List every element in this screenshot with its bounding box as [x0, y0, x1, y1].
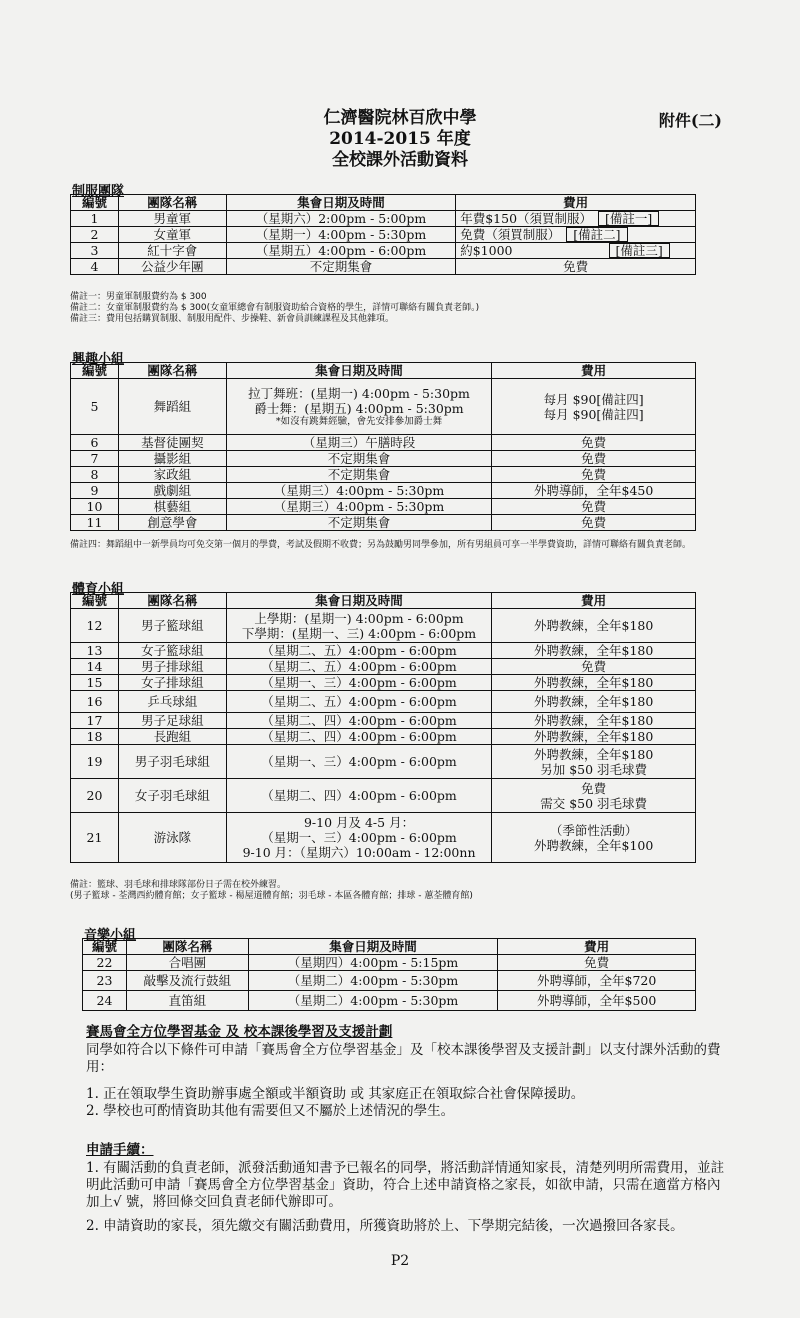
table-row [71, 713, 696, 729]
table-header-row [71, 593, 696, 609]
cell-fee: 外聘教練，全年$180 [492, 729, 696, 745]
fee-line: （季節性活動） [549, 822, 638, 838]
cell-name: 男子羽毛球組 [118, 745, 226, 779]
cell-no: 18 [71, 729, 119, 745]
cell-no: 17 [71, 713, 119, 729]
cell-name: 男子排球組 [118, 659, 226, 675]
note-mark: [備註二] [566, 227, 627, 242]
cell-no: 7 [71, 451, 119, 467]
cell-name: 創意學會 [118, 515, 226, 531]
col-no: 編號 [71, 363, 119, 379]
table-row [71, 243, 696, 259]
col-no: 編號 [83, 939, 127, 955]
sports-table [70, 592, 696, 863]
cell-no: 22 [83, 955, 127, 971]
note-line: 備註二：女童軍制服費約為 $ 300(女童軍總會有制服資助給合資格的學生，詳情可聯絡有關負責老師。) [70, 303, 480, 313]
cell-name: 合唱團 [126, 955, 248, 971]
fund-title: 賽馬會全方位學習基金 及 校本課後學習及支援計劃 [86, 1024, 393, 1040]
table-row [71, 659, 696, 675]
cell-time: （星期五）4:00pm - 6:00pm [226, 243, 456, 259]
cell-time: （星期一）4:00pm - 5:30pm [226, 227, 456, 243]
cell-no: 9 [71, 483, 119, 499]
cell-fee: 外聘導師，全年$720 [498, 971, 696, 991]
cell-name: 男童軍 [118, 211, 226, 227]
col-time: 集會日期及時間 [226, 195, 456, 211]
col-time: 集會日期及時間 [226, 363, 492, 379]
cell-name: 公益少年團 [118, 259, 226, 275]
fee-text: 年費$150（須買制服） [460, 211, 593, 226]
cell-no: 10 [71, 499, 119, 515]
fee-line: 另加 $50 羽毛球費 [540, 761, 648, 777]
table-row [83, 971, 696, 991]
annex-label: 附件(二) [658, 111, 722, 130]
table-header-row [83, 939, 696, 955]
cell-fee [492, 745, 696, 779]
cell-name: 舞蹈組 [118, 379, 226, 435]
col-fee: 費用 [456, 195, 696, 211]
procedure-1: 1. 有關活動的負責老師，派發活動通知書予已報名的同學，將活動詳情通知家長，清楚列明所需費用，並註明此活動可申請「賽馬會全方位學習基金」資助，符合上述申請資格之家長，如欲申請，只需在適當方格內加上√ 號，將回條交回負責老師代辦即可。 [86, 1160, 725, 1210]
cell-fee: 外聘導師，全年$450 [492, 483, 696, 499]
procedure-title: 申請手續： [86, 1142, 154, 1158]
music-table [82, 938, 696, 1011]
cell-no: 5 [71, 379, 119, 435]
cell-time: 不定期集會 [226, 467, 492, 483]
section-title-uniform: 制服團隊 [72, 184, 125, 199]
cell-name: 攝影組 [118, 451, 226, 467]
cell-fee: 免費 [492, 499, 696, 515]
cell-no: 13 [71, 643, 119, 659]
time-line: 9-10 月及 4-5 月： [303, 815, 415, 830]
cell-fee: 免費 [492, 515, 696, 531]
cell-no: 8 [71, 467, 119, 483]
cell-name: 乒乓球組 [118, 691, 226, 713]
cell-no: 21 [71, 813, 119, 863]
cell-fee [492, 779, 696, 813]
cell-name: 棋藝組 [118, 499, 226, 515]
col-time: 集會日期及時間 [226, 593, 492, 609]
fee-line: 外聘教練，全年$180 [534, 746, 654, 762]
cell-time: （星期六）2:00pm - 5:00pm [226, 211, 456, 227]
cell-name: 女子羽毛球組 [118, 779, 226, 813]
cell-fee: 外聘教練，全年$180 [492, 675, 696, 691]
school-year: 2014-2015 年度 [329, 129, 471, 149]
table-row [71, 211, 696, 227]
cell-name: 敲擊及流行鼓組 [126, 971, 248, 991]
fund-intro: 同學如符合以下條件可申請「賽馬會全方位學習基金」及「校本課後學習及支援計劃」以支付課外活動的費用： [86, 1042, 721, 1075]
table-row [71, 515, 696, 531]
cell-no: 19 [71, 745, 119, 779]
cell-time: （星期二、四）4:00pm - 6:00pm [226, 729, 492, 745]
cell-no: 4 [71, 259, 119, 275]
fund-item-2: 2. 學校也可酌情資助其他有需要但又不屬於上述情況的學生。 [86, 1103, 455, 1119]
uniform-table [70, 194, 696, 275]
cell-name: 女童軍 [118, 227, 226, 243]
cell-time: 不定期集會 [226, 259, 456, 275]
cell-name: 直笛組 [126, 991, 248, 1011]
cell-name: 戲劇組 [118, 483, 226, 499]
cell-time: （星期四）4:00pm - 5:15pm [248, 955, 498, 971]
cell-fee [492, 379, 696, 435]
cell-time: 不定期集會 [226, 515, 492, 531]
cell-no: 6 [71, 435, 119, 451]
col-name: 團隊名稱 [118, 593, 226, 609]
table-row [71, 729, 696, 745]
table-row [71, 745, 696, 779]
table-row [71, 451, 696, 467]
note-line: 備註三：費用包括購買制服、制服用配件、步操鞋、新會員訓練課程及其他雜項。 [70, 314, 395, 324]
cell-time [226, 379, 492, 435]
fee-text: 約$1000 [460, 243, 513, 258]
cell-fee: 免費 [492, 451, 696, 467]
time-line: 下學期：(星期一、三) 4:00pm - 6:00pm [241, 625, 477, 641]
section-title-sports: 體育小組 [72, 582, 125, 597]
fee-line: 每月 $90[備註四] [543, 391, 644, 407]
table-header-row [71, 363, 696, 379]
fee-line: 免費 [581, 780, 607, 796]
procedure-2: 2. 申請資助的家長，須先繳交有關活動費用，所獲資助將於上、下學期完結後，一次過撥回各家長。 [86, 1218, 684, 1234]
cell-time: （星期二）4:00pm - 5:30pm [248, 971, 498, 991]
table-row [71, 483, 696, 499]
fee-line: 需交 $50 羽毛球費 [540, 795, 648, 811]
cell-no: 24 [83, 991, 127, 1011]
cell-fee: 外聘教練，全年$180 [492, 643, 696, 659]
cell-time: （星期二、五）4:00pm - 6:00pm [226, 643, 492, 659]
time-remark: *如沒有跳舞經驗，會先安排參加爵士舞 [275, 416, 443, 427]
cell-name: 長跑組 [118, 729, 226, 745]
cell-fee: 免費 [456, 259, 696, 275]
table-row [71, 643, 696, 659]
cell-fee: 免費 [492, 467, 696, 483]
cell-name: 基督徒團契 [118, 435, 226, 451]
table-row [71, 227, 696, 243]
cell-time: （星期三）4:00pm - 5:30pm [226, 499, 492, 515]
cell-time: （星期二、五）4:00pm - 6:00pm [226, 659, 492, 675]
page-number: P2 [390, 1253, 410, 1269]
table-row [71, 813, 696, 863]
cell-no: 23 [83, 971, 127, 991]
fee-line: 外聘教練，全年$100 [534, 837, 654, 853]
table-row [71, 499, 696, 515]
time-line: 拉丁舞班：(星期一) 4:00pm - 5:30pm [248, 386, 470, 401]
fee-text: 免費（須買制服） [460, 227, 561, 242]
table-row [71, 259, 696, 275]
cell-no: 11 [71, 515, 119, 531]
table-row [83, 955, 696, 971]
cell-no: 15 [71, 675, 119, 691]
cell-fee [456, 211, 696, 227]
col-fee: 費用 [492, 593, 696, 609]
col-fee: 費用 [498, 939, 696, 955]
col-fee: 費用 [492, 363, 696, 379]
cell-no: 16 [71, 691, 119, 713]
table-row [71, 675, 696, 691]
cell-time: （星期二）4:00pm - 5:30pm [248, 991, 498, 1011]
document-subtitle: 全校課外活動資料 [332, 150, 468, 170]
interest-note: 備註四：舞蹈組中一新學員均可免交第一個月的學費，考試及假期不收費；另為鼓勵男同學參加，所有男組員可享一半學費資助，詳情可聯絡有關負責老師。 [70, 540, 692, 550]
time-line: （星期一、三）4:00pm - 6:00pm [261, 830, 457, 845]
cell-no: 2 [71, 227, 119, 243]
cell-no: 3 [71, 243, 119, 259]
cell-time: （星期二、四）4:00pm - 6:00pm [226, 779, 492, 813]
cell-fee [456, 243, 696, 259]
col-no: 編號 [71, 593, 119, 609]
note-line: 備註：籃球、羽毛球和排球隊部份日子需在校外練習。 [70, 880, 287, 890]
table-row [71, 691, 696, 713]
cell-fee: 外聘導師，全年$500 [498, 991, 696, 1011]
cell-time: （星期二、四）4:00pm - 6:00pm [226, 713, 492, 729]
time-line: 9-10 月：（星期六）10:00am - 12:00nn [242, 845, 476, 860]
interest-table [70, 362, 696, 531]
cell-time: （星期三）午膳時段 [226, 435, 492, 451]
school-name: 仁濟醫院林百欣中學 [323, 108, 477, 128]
cell-time: （星期一、三）4:00pm - 6:00pm [226, 675, 492, 691]
cell-no: 1 [71, 211, 119, 227]
table-row [71, 779, 696, 813]
cell-time: （星期二、五）4:00pm - 6:00pm [226, 691, 492, 713]
table-row [71, 609, 696, 643]
note-line: (男子籃球 - 荃灣西約體育館；女子籃球 - 楊屋道體育館；羽毛球 - 本區各體育館；排球 - 蕙荃體育館) [70, 891, 473, 901]
sports-notes [70, 880, 710, 902]
cell-name: 男子籃球組 [118, 609, 226, 643]
cell-fee: 外聘教練，全年$180 [492, 713, 696, 729]
col-name: 團隊名稱 [118, 363, 226, 379]
cell-name: 女子籃球組 [118, 643, 226, 659]
table-header-row [71, 195, 696, 211]
table-row [83, 991, 696, 1011]
cell-time [226, 813, 492, 863]
cell-no: 14 [71, 659, 119, 675]
uniform-notes [70, 292, 710, 325]
cell-name: 游泳隊 [118, 813, 226, 863]
table-row [71, 435, 696, 451]
section-title-music: 音樂小組 [84, 928, 137, 943]
cell-fee: 免費 [492, 659, 696, 675]
note-mark: [備註三] [609, 243, 670, 258]
time-line: 爵士舞：(星期五) 4:00pm - 5:30pm [254, 401, 464, 416]
col-name: 團隊名稱 [126, 939, 248, 955]
fund-item-1: 1. 正在領取學生資助辦事處全額或半額資助 或 其家庭正在領取綜合社會保障援助。 [86, 1086, 585, 1102]
cell-name: 男子足球組 [118, 713, 226, 729]
cell-fee: 免費 [492, 435, 696, 451]
cell-no: 12 [71, 609, 119, 643]
note-line: 備註一：男童軍制服費約為 $ 300 [70, 292, 207, 302]
col-no: 編號 [71, 195, 119, 211]
cell-time: 不定期集會 [226, 451, 492, 467]
cell-time [226, 609, 492, 643]
note-mark: [備註一] [598, 211, 659, 226]
col-time: 集會日期及時間 [248, 939, 498, 955]
cell-name: 紅十字會 [118, 243, 226, 259]
fee-line: 每月 $90[備註四] [543, 406, 644, 422]
col-name: 團隊名稱 [118, 195, 226, 211]
cell-fee [456, 227, 696, 243]
cell-no: 20 [71, 779, 119, 813]
cell-name: 女子排球組 [118, 675, 226, 691]
cell-time: （星期一、三）4:00pm - 6:00pm [226, 745, 492, 779]
cell-time: （星期三）4:00pm - 5:30pm [226, 483, 492, 499]
table-row [71, 379, 696, 435]
cell-fee: 外聘教練，全年$180 [492, 609, 696, 643]
time-line: 上學期：(星期一) 4:00pm - 6:00pm [254, 610, 464, 626]
cell-fee [492, 813, 696, 863]
section-title-interest: 興趣小組 [72, 352, 125, 367]
cell-name: 家政組 [118, 467, 226, 483]
cell-fee: 外聘教練，全年$180 [492, 691, 696, 713]
cell-fee: 免費 [498, 955, 696, 971]
table-row [71, 467, 696, 483]
